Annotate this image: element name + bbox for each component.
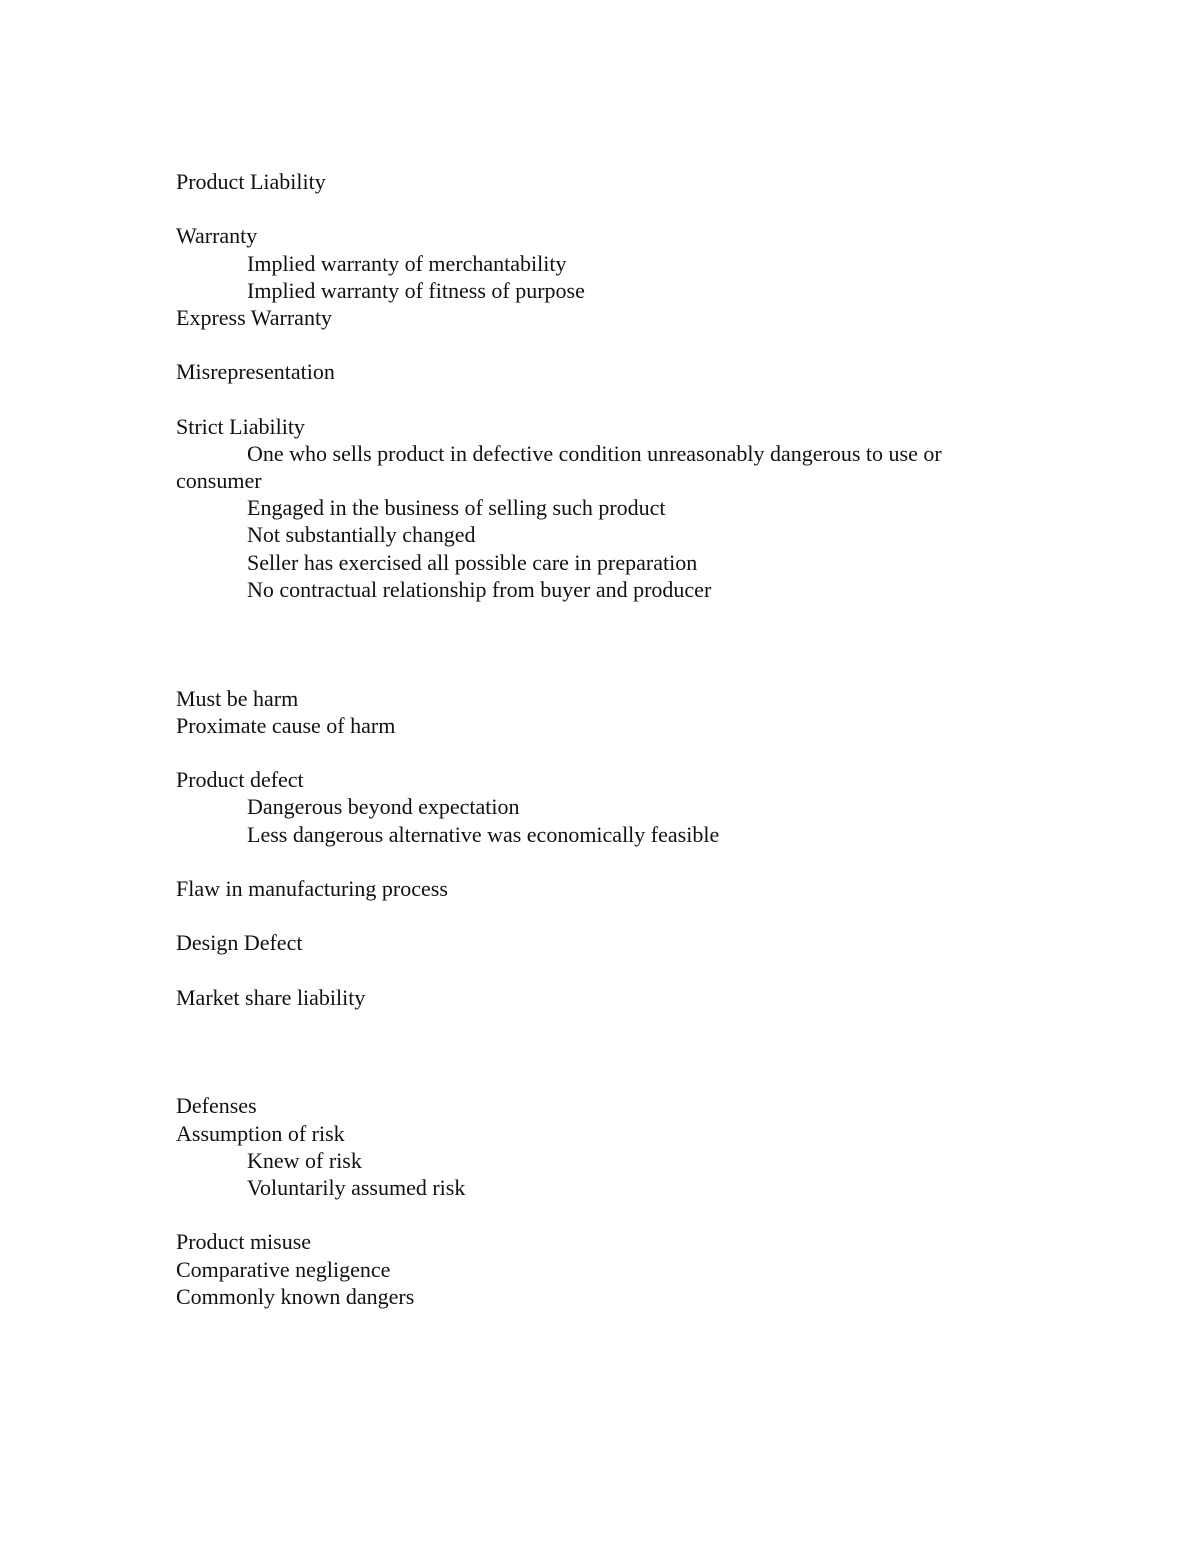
blank-line bbox=[176, 902, 1006, 929]
blank-line bbox=[176, 1201, 1006, 1228]
product-misuse-line: Product misuse bbox=[176, 1229, 312, 1255]
commonly-known-dangers-line: Commonly known dangers bbox=[176, 1283, 415, 1309]
document-body bbox=[176, 168, 1006, 1310]
proximate-cause-line: Proximate cause of harm bbox=[176, 712, 396, 738]
defenses-heading: Defenses bbox=[176, 1093, 257, 1119]
warranty-heading: Warranty bbox=[176, 223, 258, 249]
product-defect-item: Less dangerous alternative was economically feasible bbox=[247, 821, 720, 847]
blank-line bbox=[176, 739, 1006, 766]
strict-liability-item: Engaged in the business of selling such product bbox=[247, 495, 666, 521]
assumption-of-risk-heading: Assumption of risk bbox=[176, 1120, 345, 1146]
design-defect-heading: Design Defect bbox=[176, 930, 303, 956]
blank-line bbox=[176, 386, 1006, 413]
blank-line bbox=[176, 956, 1006, 983]
strict-liability-heading: Strict Liability bbox=[176, 413, 305, 439]
strict-liability-item: Seller has exercised all possible care in preparation bbox=[247, 549, 698, 575]
must-be-harm-line: Must be harm bbox=[176, 685, 299, 711]
flaw-heading: Flaw in manufacturing process bbox=[176, 875, 448, 901]
strict-liability-item: Not substantially changed bbox=[247, 522, 476, 548]
warranty-item: Implied warranty of fitness of purpose bbox=[247, 277, 585, 303]
blank-line bbox=[176, 603, 1006, 630]
misrepresentation-heading: Misrepresentation bbox=[176, 359, 335, 385]
document-title: Product Liability bbox=[176, 169, 326, 194]
assumption-of-risk-item: Voluntarily assumed risk bbox=[247, 1174, 466, 1200]
product-defect-heading: Product defect bbox=[176, 767, 304, 793]
strict-liability-item: One who sells product in defective condition unreasonably dangerous to use or bbox=[247, 440, 942, 466]
comparative-negligence-line: Comparative negligence bbox=[176, 1256, 391, 1282]
blank-line bbox=[176, 195, 1006, 222]
blank-line bbox=[176, 1011, 1006, 1038]
assumption-of-risk-item: Knew of risk bbox=[247, 1147, 362, 1173]
blank-line bbox=[176, 630, 1006, 657]
blank-line bbox=[176, 1038, 1006, 1065]
blank-line bbox=[176, 848, 1006, 875]
blank-line bbox=[176, 1065, 1006, 1092]
blank-line bbox=[176, 657, 1006, 684]
warranty-item: Implied warranty of merchantability bbox=[247, 250, 567, 276]
blank-line bbox=[176, 331, 1006, 358]
product-defect-item: Dangerous beyond expectation bbox=[247, 794, 520, 820]
strict-liability-item: No contractual relationship from buyer and producer bbox=[247, 576, 712, 602]
express-warranty-heading: Express Warranty bbox=[176, 304, 333, 330]
strict-liability-item-continuation: consumer bbox=[176, 468, 262, 494]
market-share-heading: Market share liability bbox=[176, 984, 366, 1010]
